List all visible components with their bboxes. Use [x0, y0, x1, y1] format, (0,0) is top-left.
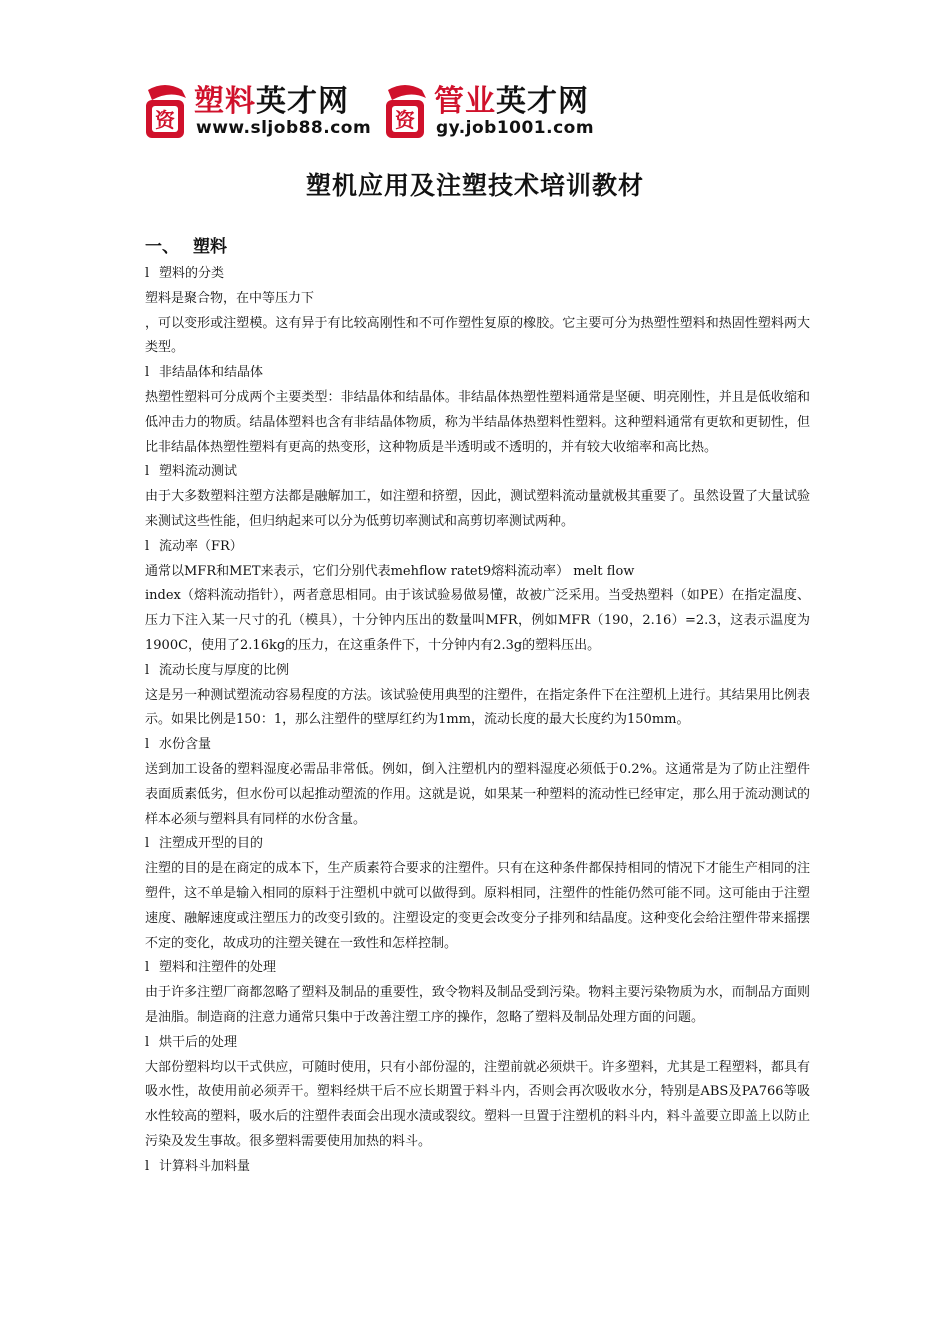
item-heading-text: 注塑成开型的目的	[159, 836, 264, 852]
item-heading-text: 水份含量	[159, 737, 212, 753]
paragraph: 热塑性塑料可分成两个主要类型：非结晶体和结晶体。非结晶体热塑性塑料通常是坚硬、明亮刚性，并且是低收缩和低冲击力的物质。结晶体塑料也含有非结晶体物质，称为半结晶体热塑料性塑料。这种塑料通常有更软和更韧性，但比非结晶体热塑性塑料有更高的热变形，这种物质是半透明或不透明的，并有较大收缩率和高比热。	[145, 389, 810, 455]
logo-name-red: 管业	[434, 84, 496, 119]
item-heading-text: 塑料的分类	[159, 266, 225, 281]
paragraph: ，可以变形或注塑模。这有异于有比较高刚性和不可作塑性复原的橡胶。它主要可分为热塑性塑料和热固性塑料两大类型。	[145, 315, 810, 356]
section-heading	[145, 232, 810, 262]
bullet-marker: l	[145, 266, 150, 281]
section-title: 塑料	[193, 237, 227, 257]
item-heading-text: 塑料和注塑件的处理	[159, 960, 277, 976]
logo-name	[194, 76, 349, 120]
bullet-marker: l	[145, 538, 150, 554]
paragraph: 由于许多注塑厂商都忽略了塑料及制品的重要性，致令物料及制品受到污染。物料主要污染物质为水，而制品方面则是油脂。制造商的注意力通常只集中于改善注塑工序的操作，忽略了塑料及制品处理方面的问题。	[145, 985, 810, 1025]
logo-name-black: 英才网	[256, 84, 349, 119]
emblem-glyph: 资	[155, 108, 175, 132]
bullet-marker: l	[145, 662, 150, 678]
item-heading-text: 流动率（FR）	[159, 538, 243, 554]
paragraph: 注塑的目的是在商定的成本下，生产质素符合要求的注塑件。只有在这种条件都保持相同的情况下才能生产相同的注塑件，这不单是输入相同的原料于注塑机中就可以做得到。原料相同，注塑件的性能仍然可能不同。这可能由于注塑速度、融解速度或注塑压力的改变引致的。注塑设定的变更会改变分子排列和结晶度。这种变化会给注塑件带来摇摆不定的变化，故成功的注塑关键在一致性和怎样控制。	[145, 861, 810, 951]
logo-url[interactable]: gy.job1001.com	[436, 118, 595, 138]
content-blocks	[145, 262, 810, 1179]
item-heading-text: 流动长度与厚度的比例	[159, 662, 290, 678]
paragraph: 送到加工设备的塑料湿度必需品非常低。例如，倒入注塑机内的塑料湿度必须低于0.2%。这通常是为了防止注塑件表面质素低劣，但水份可以起推动塑流的作用。这就是说，如果某一种塑料的流动性已经审定，那么用于流动测试的样本必须与塑料具有同样的水份含量。	[145, 761, 810, 827]
paragraph: 大部份塑料均以干式供应，可随时使用，只有小部份湿的，注塑前就必须烘干。许多塑料，尤其是工程塑料，都具有吸水性，故使用前必须弄干。塑料经烘干后不应长期置于料斗内，否则会再次吸收水分，特别是ABS及PA766等吸水性较高的塑料，吸水后的注塑件表面会出现水渍或裂纹。塑料一旦置于注塑机的料斗内，料斗盖要立即盖上以防止污染及发生事故。很多塑料需要使用加热的料斗。	[145, 1059, 810, 1149]
logo-url[interactable]: www.sljob88.com	[196, 118, 372, 138]
paragraph: 这是另一种测试塑流动容易程度的方法。该试验使用典型的注塑件，在指定条件下在注塑机上进行。其结果用比例表示。如果比例是150：1，那么注塑件的壁厚红约为1mm，流动长度的最大长度约为150mm。	[145, 687, 810, 728]
item-heading-text: 烘干后的处理	[159, 1034, 238, 1050]
paragraph: 塑料是聚合物，在中等压力下	[145, 290, 315, 306]
item-heading	[145, 535, 810, 560]
bullet-marker: l	[145, 1034, 150, 1050]
item-heading	[145, 1031, 810, 1056]
bullet-marker: l	[145, 960, 150, 976]
paragraph: 通常以MFR和MET来表示，它们分别代表mehflow ratet9熔料流动率） melt flow	[145, 563, 635, 579]
item-heading-text: 非结晶体和结晶体	[159, 365, 264, 381]
resume-emblem-icon	[380, 78, 430, 142]
bullet-marker: l	[145, 464, 150, 480]
document-body	[145, 232, 810, 1179]
bullet-marker: l	[145, 1158, 150, 1174]
logo-gyjob[interactable]	[380, 72, 640, 150]
bullet-marker: l	[145, 737, 150, 753]
item-heading	[145, 460, 810, 485]
item-heading	[145, 659, 810, 684]
item-heading-text: 计算料斗加料量	[159, 1158, 251, 1174]
item-heading-text: 塑料流动测试	[159, 464, 238, 480]
item-heading	[145, 361, 810, 386]
header-logos	[140, 72, 640, 150]
resume-emblem-icon	[140, 78, 190, 142]
logo-name-red: 塑料	[194, 84, 256, 119]
item-heading	[145, 733, 810, 758]
logo-name	[434, 76, 589, 120]
logo-name-black: 英才网	[496, 84, 589, 119]
paragraph: index（熔料流动指针），两者意思相同。由于该试验易做易懂，故被广泛采用。当受热塑料（如PE）在指定温度、压力下注入某一尺寸的孔（模具），十分钟内压出的数量叫MFR，例如MFR（190，2.16）=2.3，这表示温度为1900C，使用了2.16kg的压力，在这重条件下，十分钟内有2.3g的塑料压出。	[145, 588, 810, 653]
item-heading	[145, 956, 810, 981]
emblem-glyph: 资	[395, 108, 415, 132]
paragraph: 由于大多数塑料注塑方法都是融解加工，如注塑和挤塑，因此，测试塑料流动量就极其重要了。虽然设置了大量试验来测试这些性能，但归纳起来可以分为低剪切率测试和高剪切率测试两种。	[145, 489, 810, 529]
item-heading	[145, 262, 810, 287]
bullet-marker: l	[145, 836, 150, 852]
item-heading	[145, 832, 810, 857]
logo-sljob[interactable]	[140, 72, 385, 150]
section-number: 一、	[145, 237, 179, 257]
bullet-marker: l	[145, 365, 150, 381]
document-title: 塑机应用及注塑技术培训教材	[305, 171, 644, 200]
item-heading	[145, 1155, 810, 1180]
